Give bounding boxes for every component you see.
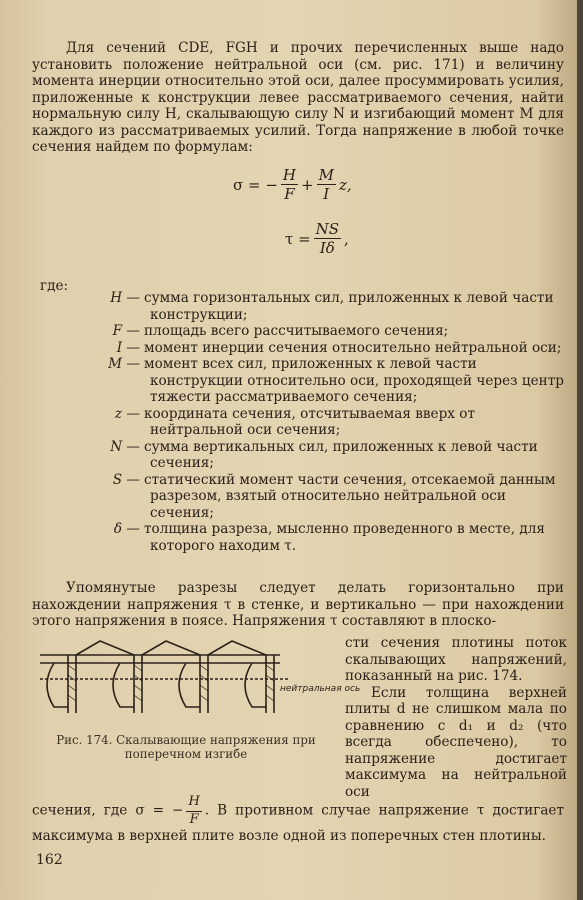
- formula-sigma-lhs: σ = −: [233, 175, 278, 194]
- plate-shear-diagram: [142, 641, 200, 655]
- definition-symbol: M —: [108, 356, 140, 372]
- shear-diagram-curve: [47, 663, 68, 707]
- side-text-flow: сти сечения плотины поток скалывающих напряжений, показанный на рис. 174.: [345, 635, 567, 684]
- definition-text: сумма горизонтальных сил, приложенных к левой части конструкции;: [144, 290, 554, 323]
- definition-symbol: I —: [116, 339, 140, 356]
- paragraph-intro: [32, 40, 564, 156]
- formula-tau-lhs: τ =: [285, 229, 311, 248]
- page-number: 162: [36, 852, 63, 868]
- definition-symbol: H —: [110, 290, 140, 306]
- conclusion-rest: . В противном случае напряжение τ достигает максимума в верхней плите возле одной из поперечных стен плотины.: [32, 802, 564, 844]
- conclusion-start: сечения, где σ = −: [32, 802, 184, 819]
- paragraph-conclusion: [32, 794, 564, 845]
- fraction-denominator: F: [284, 185, 295, 203]
- formula-plus: +: [301, 175, 314, 194]
- definition-text: сумма вертикальных сил, приложенных к левой части сечения;: [144, 438, 538, 471]
- definitions-list: [100, 290, 566, 554]
- definition-item: [100, 472, 566, 522]
- definition-symbol: S —: [112, 471, 140, 488]
- side-text-thickness: Если толщина верхней плиты d не слишком мала по сравнению с d₁ и d₂ (что всегда обеспечено), то напряжение достигает максимума на нейтральной оси: [345, 684, 567, 800]
- definition-item: [100, 521, 566, 554]
- side-text: [345, 635, 567, 800]
- definition-symbol: F —: [112, 323, 140, 339]
- fraction-denominator: I: [323, 185, 330, 203]
- fraction-denominator: Iδ: [319, 239, 335, 257]
- definition-text: площадь всего рассчитываемого сечения;: [144, 323, 449, 339]
- figure-caption: Рис. 174. Скалывающие напряжения при поперечном изгибе: [56, 733, 316, 761]
- definition-text: момент инерции сечения относительно нейтральной оси;: [144, 339, 562, 356]
- fraction-h-f: [281, 166, 298, 203]
- definition-item: [100, 406, 566, 439]
- plate-shear-diagram: [208, 641, 266, 655]
- formula-tau-tail: ,: [344, 229, 349, 248]
- definition-item: [100, 340, 566, 357]
- definition-item: [100, 323, 566, 340]
- formula-sigma-tail: z,: [338, 175, 352, 194]
- shear-diagram-curve: [179, 663, 200, 707]
- definition-symbol: z —: [114, 405, 140, 422]
- plate-shear-diagram: [76, 641, 134, 655]
- definition-text: статический момент части сечения, отсекаемой данным разрезом, взятый относительно нейтральной оси сечения;: [144, 471, 556, 521]
- definition-item: [100, 356, 566, 406]
- fraction-numerator: M: [318, 166, 334, 184]
- fraction-numerator: NS: [315, 220, 340, 238]
- fraction-denominator: F: [189, 811, 199, 827]
- paragraph-cuts: Упомянутые разрезы следует делать горизонтально при нахождении напряжения τ в стенке, и вертикально — при нахождении этого напряжения в поясе. Напряжения τ составляют в плоско-: [32, 580, 564, 629]
- paragraph-intro-text: Для сечений CDE, FGH и прочих перечисленных выше надо установить положение нейтральной оси (см. рис. 171) и величину момента инерции относительно этой оси, далее просуммировать усилия, приложенные к конструкции левее рассматриваемого сечения, найти нормальную силу H, скалывающую силу N и изгибающий момент M для каждого из рассматриваемых усилий. Тогда напряжение в любой точке сечения найдем по формулам:: [32, 40, 564, 155]
- neutral-axis-label: нейтральная ось: [280, 684, 361, 694]
- fraction-numerator: H: [186, 794, 201, 812]
- page-edge-shadow: [577, 0, 583, 900]
- definition-symbol: δ —: [113, 521, 140, 537]
- fraction-h-f-inline: [186, 794, 201, 828]
- definition-text: координата сечения, отсчитываемая вверх от нейтральной оси сечения;: [144, 405, 475, 438]
- definition-text: толщина разреза, мысленно проведенного в месте, для которого находим τ.: [144, 521, 545, 554]
- formula-sigma: [233, 166, 352, 203]
- formula-tau: [285, 220, 349, 257]
- fraction-numerator: H: [282, 166, 297, 184]
- definition-symbol: N —: [110, 438, 140, 455]
- fraction-ns-idelta: [314, 220, 341, 257]
- definition-text: момент всех сил, приложенных к левой части конструкции относительно оси, проходящей через центр тяжести рассматриваемого сечения;: [144, 356, 564, 405]
- definition-item: [100, 439, 566, 472]
- shear-diagram-curve: [113, 663, 134, 707]
- where-label: где:: [40, 278, 69, 294]
- shear-diagram-curve: [245, 663, 266, 707]
- fraction-m-i: [317, 166, 336, 203]
- definition-item: [100, 290, 566, 323]
- shear-stress-figure: [40, 635, 361, 731]
